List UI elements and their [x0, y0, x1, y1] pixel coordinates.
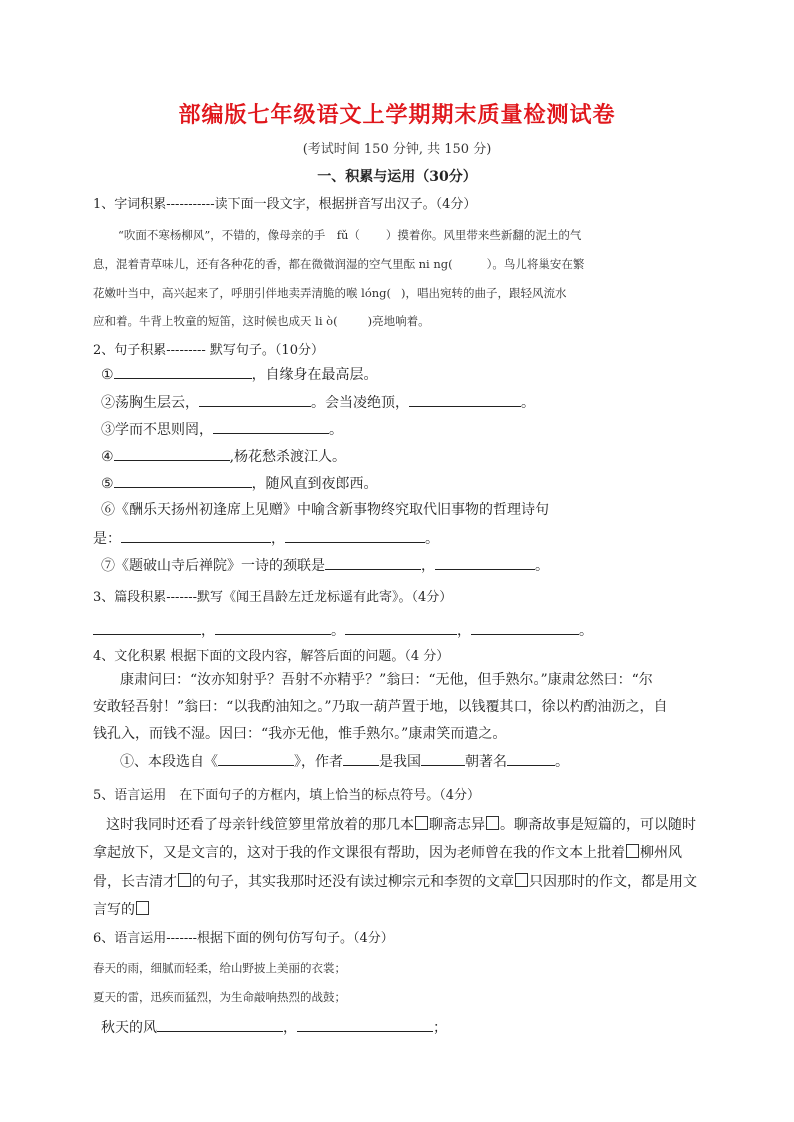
item-text: 骨，长吉清才	[93, 874, 177, 890]
answer-blank[interactable]	[325, 555, 421, 570]
item-text: 是：	[93, 531, 121, 547]
q5-passage-line-2	[93, 843, 682, 863]
q2-item-4	[101, 446, 346, 467]
q4-heading: 4、文化积累 根据下面的文段内容，解答后面的问题。（4 分）	[93, 649, 450, 664]
q1-line4-part1: 应和着。牛背上牧童的短笛，这时候也成天 li ò(	[93, 314, 338, 328]
q4-passage-line-1: 康肃问曰：“汝亦知射乎？吾射不亦精乎？”翁曰：“无他，但手熟尔。”康肃忿然曰：“尔	[120, 672, 653, 688]
item-text: 》，作者	[294, 754, 343, 770]
punctuation-box[interactable]	[515, 873, 528, 887]
item-text: ③学而不思则罔，	[101, 422, 213, 438]
item-text: ，随风直到夜郎西。	[251, 476, 378, 492]
item-text: 。聊斋故事是短篇的，可以随时	[500, 817, 696, 833]
item-text: ，	[421, 558, 435, 574]
q1-line1-part1: “吹面不寒杨柳风”，不错的，像母亲的手 fǔ（	[118, 228, 360, 242]
answer-blank[interactable]	[114, 473, 252, 488]
item-text: 。会当凌绝顶，	[311, 395, 409, 411]
answer-blank[interactable]	[421, 751, 465, 766]
punctuation-box[interactable]	[626, 844, 639, 858]
q2-item-6-answer	[93, 528, 439, 549]
item-text: 。	[521, 395, 535, 411]
item-text: 拿起放下，又是文言的，这对于我的作文课很有帮助，因为老师曾在我的作文本上批着	[93, 845, 625, 861]
item-text: ②荡胸生层云，	[101, 395, 199, 411]
punct: ，	[201, 623, 215, 639]
q1-text-line-1	[118, 225, 581, 245]
answer-blank[interactable]	[114, 364, 252, 379]
answer-blank[interactable]	[343, 751, 379, 766]
answer-blank[interactable]	[218, 751, 294, 766]
item-text: ；	[433, 1020, 447, 1036]
q1-text-line-3	[93, 283, 567, 303]
exam-subtitle: (考试时间 150 分钟, 共 150 分)	[302, 142, 492, 157]
item-marker: ④	[101, 449, 114, 465]
item-text: ，自缘身在最高层。	[251, 367, 378, 383]
q1-heading: 1、字词积累-----------读下面一段文字，根据拼音写出汉子。（4分）	[93, 197, 477, 212]
item-text: 。	[329, 422, 343, 438]
q5-passage-line-1	[106, 815, 696, 835]
answer-blank[interactable]	[345, 620, 457, 635]
item-text: 的句子，其实我那时还没有读过柳宗元和李贺的文章	[192, 874, 514, 890]
answer-blank[interactable]	[285, 528, 425, 543]
punct: 。	[331, 623, 345, 639]
answer-blank[interactable]	[507, 751, 555, 766]
q1-line3-part2: )，唱出宛转的曲子，跟轻风流水	[401, 286, 567, 300]
item-text: ,杨花愁杀渡江人。	[229, 449, 347, 465]
punctuation-box[interactable]	[415, 816, 428, 830]
q6-example-2: 夏天的雷，迅疾而猛烈，为生命敲响热烈的战鼓；	[93, 990, 346, 1004]
punctuation-box[interactable]	[486, 816, 499, 830]
item-marker: ⑤	[101, 476, 114, 492]
q2-item-2	[101, 392, 535, 413]
q1-line2-part2: ）。鸟儿将巢安在繁	[486, 257, 585, 271]
q5-passage-line-3	[93, 872, 697, 892]
answer-blank[interactable]	[409, 392, 521, 407]
item-text: 。	[555, 754, 569, 770]
answer-blank[interactable]	[213, 419, 329, 434]
exam-title: 部编版七年级语文上学期期末质量检测试卷	[178, 103, 616, 128]
q5-passage-line-4	[93, 900, 150, 920]
item-text: 这时我同时还看了母亲针线笸箩里常放着的那几本	[106, 817, 414, 833]
answer-blank[interactable]	[114, 446, 230, 461]
q4-passage-line-3: 钱孔入，而钱不湿。因曰：“我亦无他，惟手熟尔。”康肃笑而遣之。	[93, 726, 507, 742]
answer-blank[interactable]	[199, 392, 311, 407]
item-text: 。	[425, 531, 439, 547]
q4-question	[120, 751, 569, 772]
answer-blank[interactable]	[121, 528, 271, 543]
section-heading: 一、积累与运用（30分）	[317, 169, 477, 185]
item-text: ，	[283, 1020, 297, 1036]
q5-heading: 5、语言运用 在下面句子的方框内，填上恰当的标点符号。（4分）	[93, 788, 481, 803]
item-text: 言写的	[93, 902, 135, 918]
q1-text-line-4	[93, 311, 430, 331]
punct: 。	[579, 623, 593, 639]
item-text: ①、本段选自《	[120, 754, 218, 770]
item-marker: ①	[101, 367, 114, 383]
answer-blank[interactable]	[157, 1017, 283, 1032]
item-text: 。	[535, 558, 549, 574]
item-text: 聊斋志异	[429, 817, 485, 833]
q1-line3-part1: 花嫩叶当中，高兴起来了，呼朋引伴地卖弄清脆的喉 lóng(	[93, 286, 392, 300]
answer-blank[interactable]	[93, 620, 201, 635]
q6-example-1: 春天的雨，细腻而轻柔，给山野披上美丽的衣裳；	[93, 961, 346, 975]
q3-answer-line	[93, 620, 593, 641]
q4-passage-line-2: 安敢轻吾射！”翁曰：“以我酌油知之。”乃取一葫芦置于地，以钱覆其口，徐以杓酌油沥之，自	[93, 699, 668, 715]
item-text: 柳州风	[640, 845, 682, 861]
item-text: 是我国	[379, 754, 421, 770]
answer-blank[interactable]	[471, 620, 579, 635]
punctuation-box[interactable]	[178, 873, 191, 887]
item-text: ，	[271, 531, 285, 547]
q2-item-3	[101, 419, 343, 440]
answer-blank[interactable]	[435, 555, 535, 570]
q1-line4-part2: )亮地响着。	[367, 314, 430, 328]
q6-heading: 6、语言运用-------根据下面的例句仿写句子。（4分）	[93, 931, 394, 946]
answer-blank[interactable]	[297, 1017, 433, 1032]
item-text: 秋天的风	[101, 1020, 157, 1036]
item-text: 只因那时的作文，都是用文	[529, 874, 697, 890]
q2-item-6: ⑥《酬乐天扬州初逢席上见赠》中喻含新事物终究取代旧事物的哲理诗句	[101, 502, 549, 518]
punct: ，	[457, 623, 471, 639]
q2-item-7	[101, 555, 549, 576]
q6-answer-line	[101, 1017, 447, 1038]
q1-text-line-2	[93, 254, 584, 274]
answer-blank[interactable]	[215, 620, 331, 635]
q1-line1-part2: ）摸着你。风里带来些新翻的泥土的气	[385, 228, 582, 242]
item-text: 朝著名	[465, 754, 507, 770]
punctuation-box[interactable]	[136, 901, 149, 915]
q3-heading: 3、篇段积累-------默写《闻王昌龄左迁龙标遥有此寄》。（4分）	[93, 590, 453, 605]
q2-item-1	[101, 364, 378, 385]
item-text: ⑦《题破山寺后禅院》一诗的颈联是	[101, 558, 325, 574]
q2-heading: 2、句子积累--------- 默写句子。（10分）	[93, 343, 324, 358]
q1-line2-part1: 息，混着青草味儿，还有各种花的香，都在微微润湿的空气里酝 ni ng(	[93, 257, 453, 271]
q2-item-5	[101, 473, 378, 494]
